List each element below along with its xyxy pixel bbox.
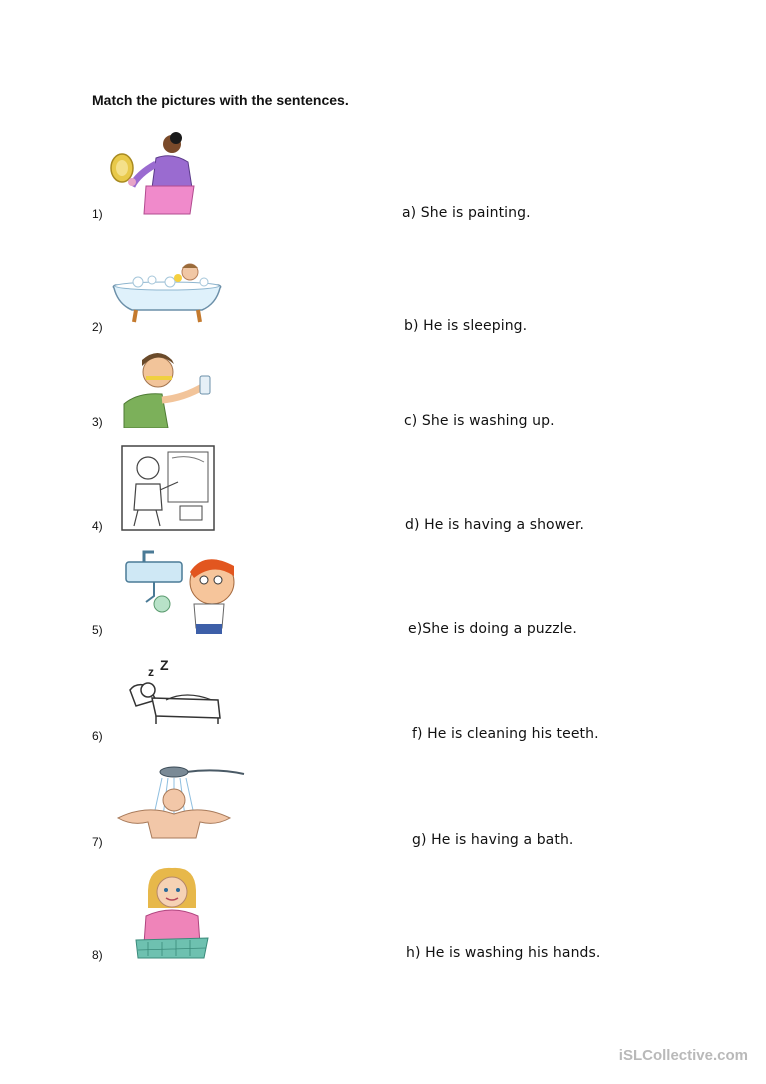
svg-text:Z: Z (160, 660, 169, 673)
item-number: 7) (92, 835, 103, 849)
sentence-option: g) He is having a bath. (412, 832, 574, 848)
boy-washing-hands-icon (124, 548, 242, 636)
site-watermark: iSLCollective.com (618, 1047, 748, 1064)
item-number: 2) (92, 320, 103, 334)
sentence-option: f) He is cleaning his teeth. (412, 726, 599, 742)
boy-painting-easel-icon (120, 444, 216, 532)
girl-doing-puzzle-icon (134, 864, 210, 960)
sentence-option: b) He is sleeping. (404, 318, 528, 334)
sentence-option: e)She is doing a puzzle. (408, 621, 577, 637)
sentence-option: d) He is having a shower. (405, 517, 585, 533)
woman-washing-dish-icon (108, 128, 200, 216)
man-under-shower-icon (116, 764, 246, 840)
item-number: 6) (92, 729, 103, 743)
worksheet-title: Match the pictures with the sentences. (92, 92, 349, 108)
item-number: 5) (92, 623, 103, 637)
boy-brushing-teeth-icon (118, 348, 222, 428)
item-number: 4) (92, 519, 103, 533)
item-number: 1) (92, 207, 103, 221)
sentence-option: h) He is washing his hands. (406, 945, 601, 961)
item-number: 3) (92, 415, 103, 429)
person-sleeping-bed-icon (126, 660, 226, 726)
baby-in-bathtub-icon (108, 258, 226, 328)
sentence-option: a) She is painting. (402, 205, 531, 221)
svg-text:z: z (148, 665, 154, 679)
sentence-option: c) She is washing up. (404, 413, 555, 429)
item-number: 8) (92, 948, 103, 962)
